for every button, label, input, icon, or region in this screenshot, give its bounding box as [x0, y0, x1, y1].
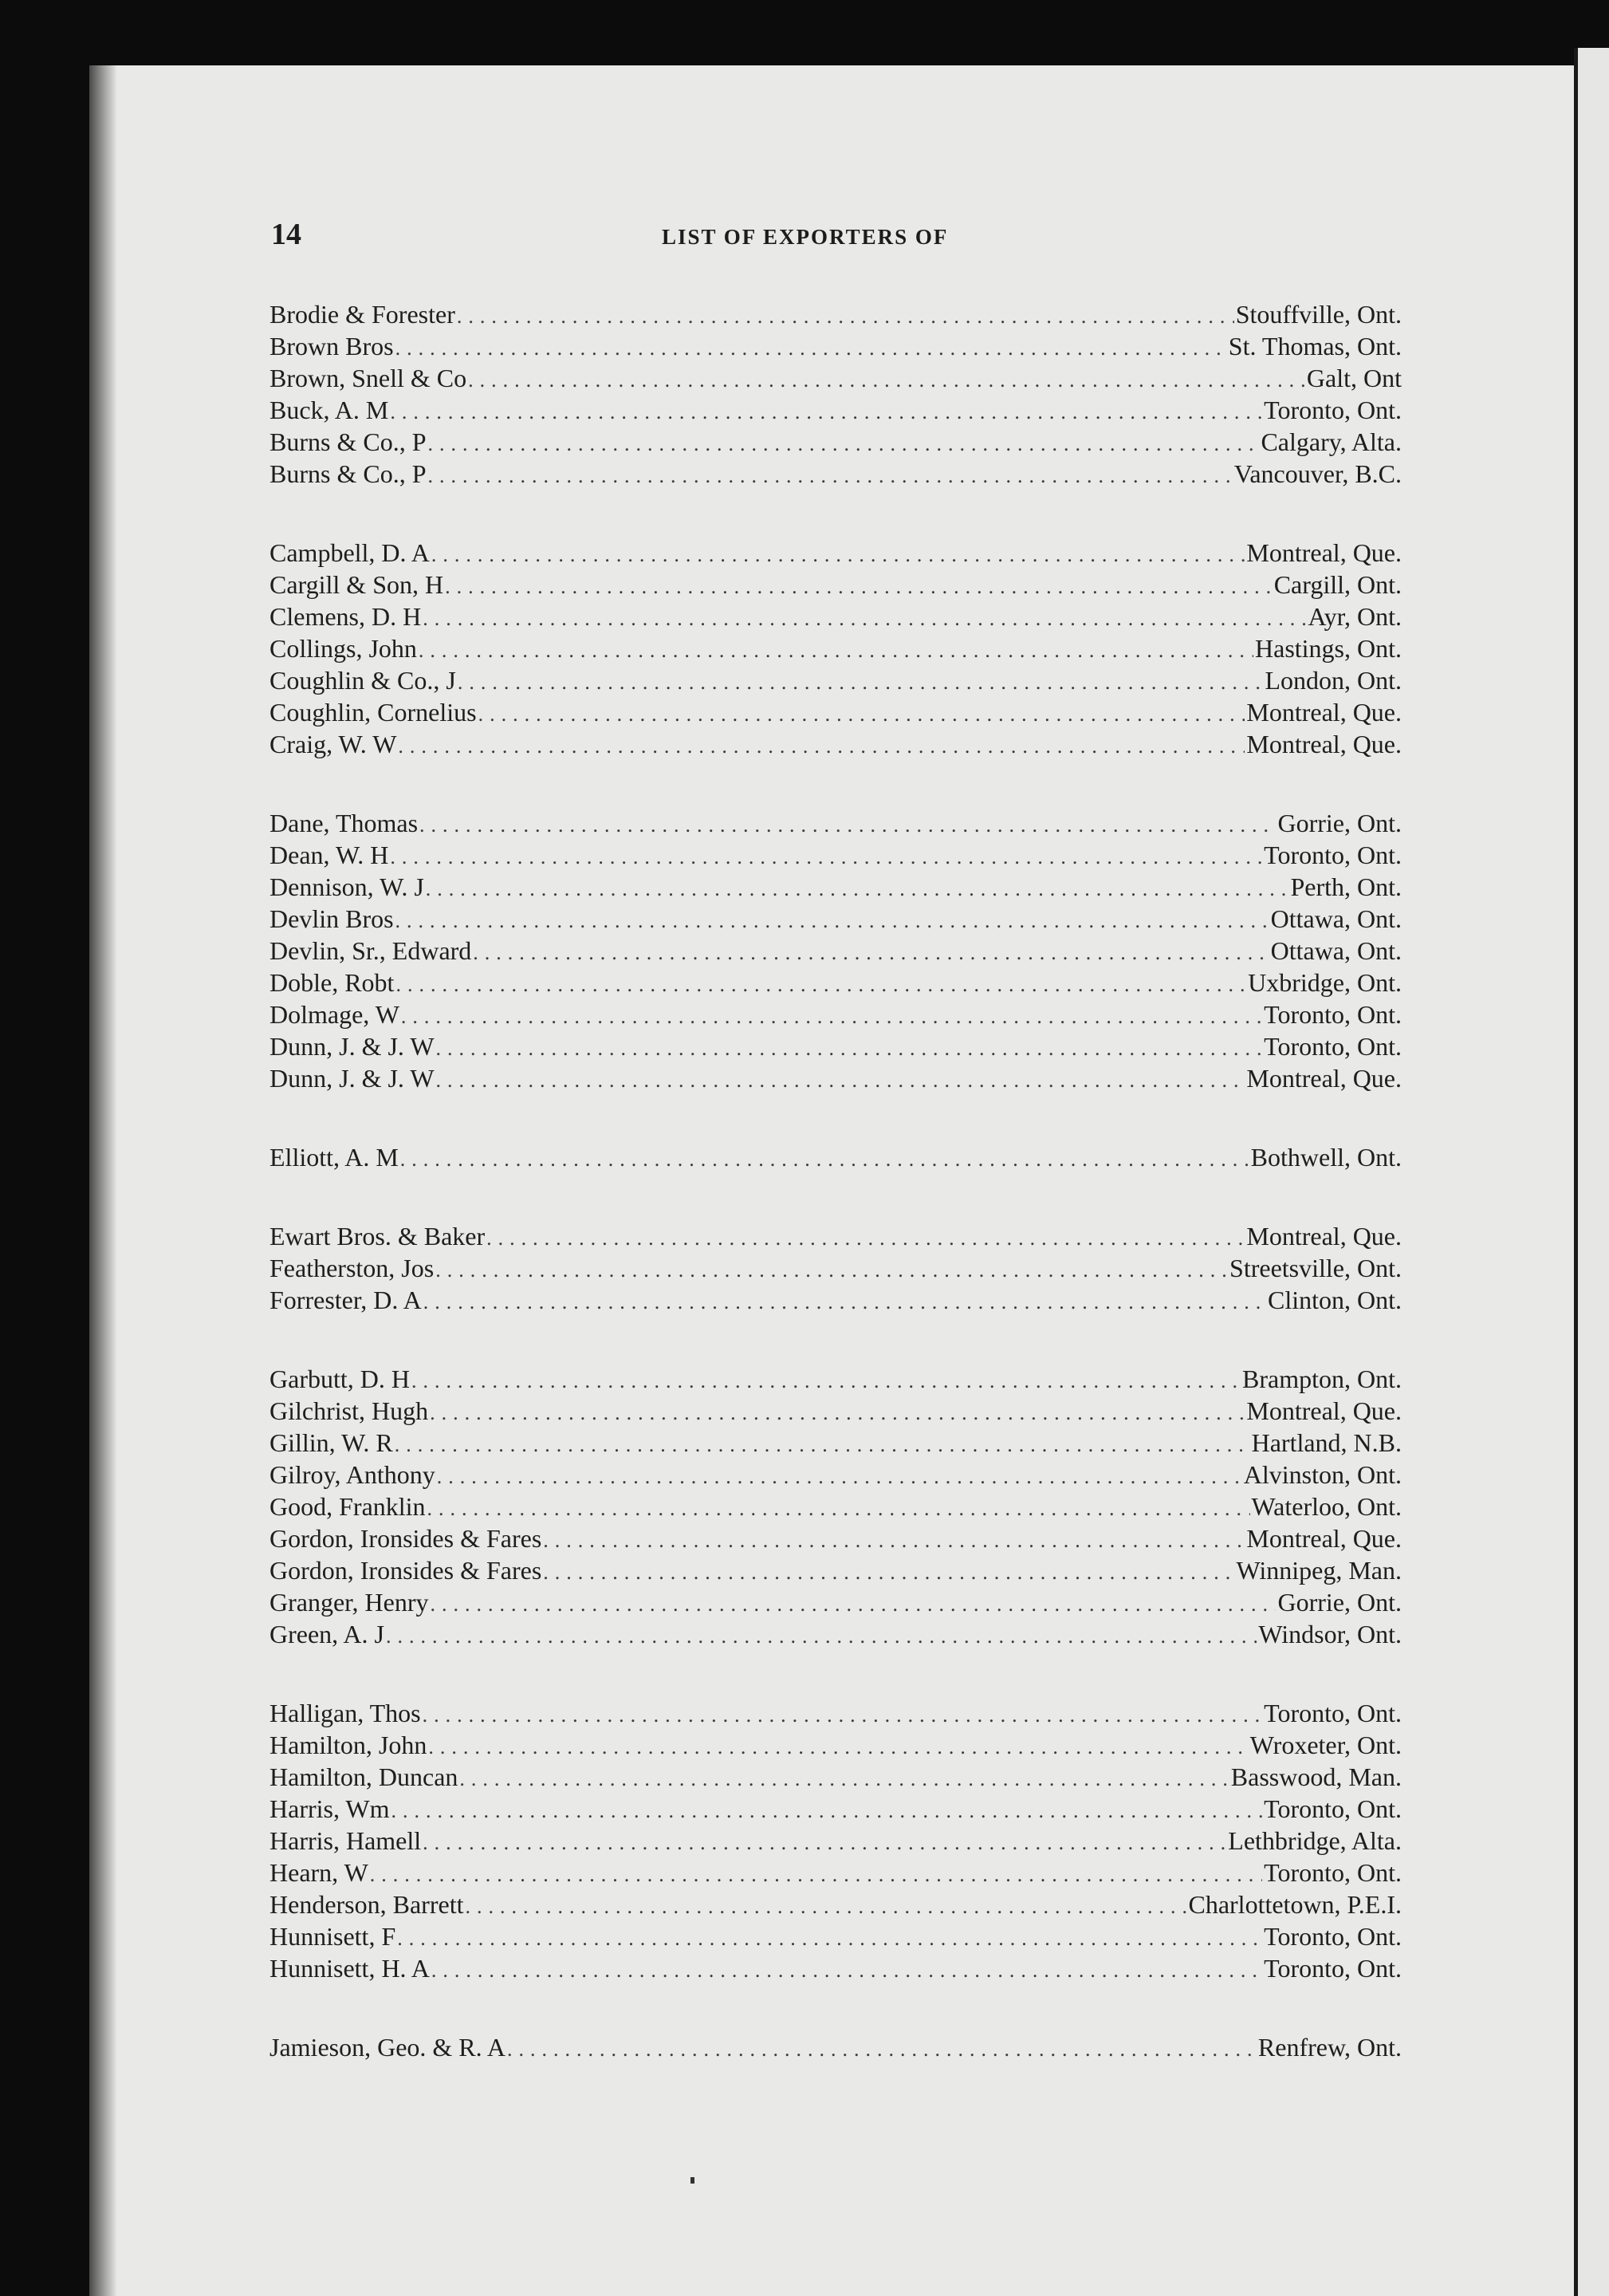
dot-leader — [543, 1525, 1245, 1557]
exporter-location: Montreal, Que. — [1246, 1222, 1402, 1250]
entry-group — [269, 1220, 1402, 1316]
exporter-location: Perth, Ont. — [1290, 872, 1402, 901]
exporter-name: Granger, Henry — [269, 1588, 429, 1617]
exporter-entry — [269, 394, 1402, 426]
exporter-location: Montreal, Que. — [1246, 730, 1402, 758]
exporter-name: Garbutt, D. H — [269, 1365, 410, 1393]
facing-page-edge — [1574, 48, 1609, 2296]
exporter-name: Gordon, Ironsides & Fares — [269, 1524, 542, 1553]
dot-leader — [459, 1763, 1229, 1795]
exporter-entry — [269, 1761, 1402, 1793]
entry-group — [269, 807, 1402, 1094]
exporter-name: Harris, Hamell — [269, 1826, 422, 1855]
dot-leader — [458, 667, 1264, 699]
exporter-location: London, Ont. — [1265, 666, 1402, 695]
exporter-entry — [269, 1586, 1402, 1618]
exporter-entry — [269, 1284, 1402, 1316]
exporter-location: Hartland, N.B. — [1251, 1428, 1402, 1457]
exporter-name: Dane, Thomas — [269, 809, 419, 837]
exporter-entry — [269, 362, 1402, 394]
exporter-location: Toronto, Ont. — [1264, 1858, 1402, 1887]
exporter-entry — [269, 1220, 1402, 1252]
exporter-name: Cargill & Son, H — [269, 570, 444, 599]
exporter-entry — [269, 1141, 1402, 1173]
exporter-name: Brown, Snell & Co — [269, 364, 467, 392]
dot-leader — [543, 1557, 1234, 1589]
exporter-location: Gorrie, Ont. — [1277, 1588, 1402, 1617]
exporter-listing — [269, 298, 1402, 2110]
exporter-name: Devlin Bros — [269, 904, 394, 933]
exporter-name: Buck, A. M — [269, 396, 389, 424]
dot-leader — [478, 699, 1245, 731]
dot-leader — [397, 1923, 1262, 1955]
dot-leader — [390, 841, 1262, 873]
dot-leader — [427, 460, 1232, 492]
exporter-location: Montreal, Que. — [1246, 1064, 1402, 1093]
exporter-entry — [269, 2031, 1402, 2063]
dot-leader — [395, 969, 1246, 1001]
exporter-location: Toronto, Ont. — [1264, 396, 1402, 424]
exporter-entry — [269, 1395, 1402, 1427]
dot-leader — [445, 571, 1273, 603]
exporter-name: Hamilton, Duncan — [269, 1762, 458, 1791]
exporter-name: Gilchrist, Hugh — [269, 1396, 429, 1425]
page-header — [271, 217, 1395, 257]
exporter-entry — [269, 426, 1402, 458]
dot-leader — [427, 428, 1259, 460]
exporter-location: Montreal, Que. — [1246, 1524, 1402, 1553]
exporter-location: Toronto, Ont. — [1264, 1794, 1402, 1823]
exporter-location: Toronto, Ont. — [1264, 841, 1402, 869]
dot-leader — [468, 364, 1305, 396]
exporter-location: Toronto, Ont. — [1264, 1032, 1402, 1061]
dot-leader — [390, 396, 1262, 428]
exporter-entry — [269, 871, 1402, 903]
exporter-entry — [269, 601, 1402, 632]
exporter-entry — [269, 807, 1402, 839]
entry-group — [269, 1697, 1402, 1984]
dot-leader — [423, 1286, 1266, 1318]
exporter-location: Windsor, Ont. — [1258, 1620, 1402, 1648]
exporter-name: Doble, Robt — [269, 968, 395, 997]
exporter-name: Henderson, Barrett — [269, 1890, 464, 1919]
dot-leader — [427, 1493, 1250, 1525]
exporter-entry — [269, 632, 1402, 664]
dot-leader — [401, 1001, 1262, 1033]
exporter-location: Charlottetown, P.E.I. — [1188, 1890, 1402, 1919]
dot-leader — [395, 333, 1227, 364]
exporter-location: Ayr, Ont. — [1308, 602, 1402, 631]
dot-leader — [486, 1223, 1245, 1254]
exporter-name: Forrester, D. A — [269, 1286, 422, 1314]
exporter-name: Hunnisett, F — [269, 1922, 396, 1951]
dot-leader — [426, 873, 1289, 905]
exporter-entry — [269, 967, 1402, 998]
exporter-entry — [269, 935, 1402, 967]
exporter-entry — [269, 1522, 1402, 1554]
exporter-name: Hunnisett, H. A — [269, 1954, 430, 1983]
exporter-location: Hastings, Ont. — [1255, 634, 1402, 663]
exporter-location: Streetsville, Ont. — [1229, 1254, 1402, 1282]
dot-leader — [370, 1859, 1262, 1891]
exporter-entry — [269, 330, 1402, 362]
exporter-name: Dunn, J. & J. W — [269, 1064, 435, 1093]
dot-leader — [423, 1699, 1263, 1731]
exporter-location: Brampton, Ont. — [1242, 1365, 1402, 1393]
exporter-name: Green, A. J — [269, 1620, 384, 1648]
exporter-name: Brown Bros — [269, 332, 394, 360]
exporter-location: St. Thomas, Ont. — [1228, 332, 1402, 360]
exporter-entry — [269, 839, 1402, 871]
dot-leader — [411, 1365, 1241, 1397]
exporter-name: Coughlin, Cornelius — [269, 698, 477, 727]
dot-leader — [400, 1144, 1249, 1176]
exporter-entry — [269, 1252, 1402, 1284]
exporter-entry — [269, 537, 1402, 569]
exporter-entry — [269, 728, 1402, 760]
exporter-name: Jamieson, Geo. & R. A — [269, 2033, 506, 2062]
exporter-location: Montreal, Que. — [1246, 698, 1402, 727]
exporter-location: Alvinston, Ont. — [1243, 1460, 1402, 1489]
exporter-entry — [269, 903, 1402, 935]
entry-group — [269, 537, 1402, 760]
exporter-location: Montreal, Que. — [1246, 538, 1402, 567]
exporter-name: Clemens, D. H — [269, 602, 422, 631]
dot-leader — [465, 1891, 1186, 1923]
exporter-entry — [269, 1857, 1402, 1888]
dot-leader — [419, 635, 1253, 667]
exporter-entry — [269, 1793, 1402, 1825]
exporter-name: Hearn, W — [269, 1858, 368, 1887]
exporter-name: Craig, W. W — [269, 730, 397, 758]
exporter-entry — [269, 998, 1402, 1030]
exporter-entry — [269, 664, 1402, 696]
dot-leader — [398, 731, 1245, 762]
exporter-entry — [269, 298, 1402, 330]
page-number: 14 — [271, 218, 301, 251]
exporter-location: Basswood, Man. — [1230, 1762, 1402, 1791]
exporter-location: Cargill, Ont. — [1273, 570, 1402, 599]
exporter-name: Dean, W. H — [269, 841, 389, 869]
exporter-location: Winnipeg, Man. — [1236, 1556, 1402, 1585]
exporter-location: Toronto, Ont. — [1264, 1000, 1402, 1029]
exporter-location: Montreal, Que. — [1246, 1396, 1402, 1425]
dot-leader — [430, 1397, 1245, 1429]
exporter-name: Burns & Co., P — [269, 459, 427, 488]
exporter-entry — [269, 696, 1402, 728]
exporter-entry — [269, 1825, 1402, 1857]
entry-group — [269, 1363, 1402, 1650]
exporter-location: Renfrew, Ont. — [1257, 2033, 1402, 2062]
exporter-name: Brodie & Forester — [269, 300, 455, 329]
dot-leader — [395, 905, 1269, 937]
exporter-entry — [269, 1427, 1402, 1459]
exporter-entry — [269, 458, 1402, 490]
exporter-name: Hamilton, John — [269, 1731, 427, 1759]
exporter-entry — [269, 1363, 1402, 1395]
exporter-entry — [269, 1618, 1402, 1650]
exporter-location: Vancouver, B.C. — [1233, 459, 1402, 488]
exporter-location: Gorrie, Ont. — [1277, 809, 1402, 837]
exporter-name: Gordon, Ironsides & Fares — [269, 1556, 542, 1585]
running-title: LIST OF EXPORTERS OF — [662, 225, 949, 249]
dot-leader — [431, 1955, 1262, 1987]
exporter-name: Good, Franklin — [269, 1492, 426, 1521]
page-binding-shadow — [89, 65, 116, 2296]
exporter-location: Bothwell, Ont. — [1250, 1143, 1402, 1172]
exporter-name: Elliott, A. M — [269, 1143, 399, 1172]
entry-group — [269, 2031, 1402, 2063]
exporter-location: Waterloo, Ont. — [1251, 1492, 1402, 1521]
dot-leader — [437, 1461, 1242, 1493]
exporter-name: Dennison, W. J — [269, 872, 424, 901]
dot-leader — [431, 1589, 1277, 1621]
exporter-name: Gillin, W. R — [269, 1428, 393, 1457]
exporter-name: Harris, Wm — [269, 1794, 390, 1823]
exporter-location: Calgary, Alta. — [1261, 427, 1402, 456]
print-speck — [690, 2177, 694, 2184]
dot-leader — [431, 539, 1245, 571]
dot-leader — [391, 1795, 1262, 1827]
exporter-name: Campbell, D. A — [269, 538, 430, 567]
exporter-location: Toronto, Ont. — [1264, 1699, 1402, 1727]
exporter-name: Dolmage, W — [269, 1000, 399, 1029]
exporter-location: Wroxeter, Ont. — [1249, 1731, 1402, 1759]
exporter-entry — [269, 569, 1402, 601]
exporter-location: Ottawa, Ont. — [1270, 904, 1402, 933]
dot-leader — [428, 1731, 1248, 1763]
exporter-location: Lethbridge, Alta. — [1228, 1826, 1402, 1855]
exporter-entry — [269, 1952, 1402, 1984]
exporter-name: Featherston, Jos — [269, 1254, 435, 1282]
exporter-location: Toronto, Ont. — [1264, 1922, 1402, 1951]
exporter-entry — [269, 1491, 1402, 1522]
exporter-location: Ottawa, Ont. — [1270, 936, 1402, 965]
exporter-name: Gilroy, Anthony — [269, 1460, 435, 1489]
exporter-name: Halligan, Thos — [269, 1699, 421, 1727]
dot-leader — [423, 603, 1306, 635]
exporter-location: Stouffville, Ont. — [1235, 300, 1402, 329]
exporter-name: Dunn, J. & J. W — [269, 1032, 435, 1061]
entry-group — [269, 1141, 1402, 1173]
dot-leader — [423, 1827, 1226, 1859]
exporter-entry — [269, 1030, 1402, 1062]
dot-leader — [419, 809, 1276, 841]
dot-leader — [386, 1621, 1257, 1652]
exporter-entry — [269, 1920, 1402, 1952]
exporter-name: Collings, John — [269, 634, 417, 663]
dot-leader — [436, 1065, 1245, 1097]
exporter-location: Uxbridge, Ont. — [1248, 968, 1402, 997]
dot-leader — [395, 1429, 1250, 1461]
dot-leader — [473, 937, 1269, 969]
exporter-entry — [269, 1062, 1402, 1094]
exporter-name: Ewart Bros. & Baker — [269, 1222, 486, 1250]
exporter-entry — [269, 1888, 1402, 1920]
exporter-name: Coughlin & Co., J — [269, 666, 456, 695]
exporter-name: Devlin, Sr., Edward — [269, 936, 472, 965]
exporter-entry — [269, 1554, 1402, 1586]
exporter-name: Burns & Co., P — [269, 427, 427, 456]
exporter-entry — [269, 1729, 1402, 1761]
exporter-entry — [269, 1697, 1402, 1729]
dot-leader — [507, 2034, 1257, 2066]
exporter-location: Toronto, Ont. — [1264, 1954, 1402, 1983]
entry-group — [269, 298, 1402, 490]
dot-leader — [435, 1254, 1228, 1286]
exporter-location: Clinton, Ont. — [1267, 1286, 1402, 1314]
exporter-entry — [269, 1459, 1402, 1491]
dot-leader — [436, 1033, 1263, 1065]
exporter-location: Galt, Ont — [1306, 364, 1402, 392]
dot-leader — [457, 301, 1234, 333]
